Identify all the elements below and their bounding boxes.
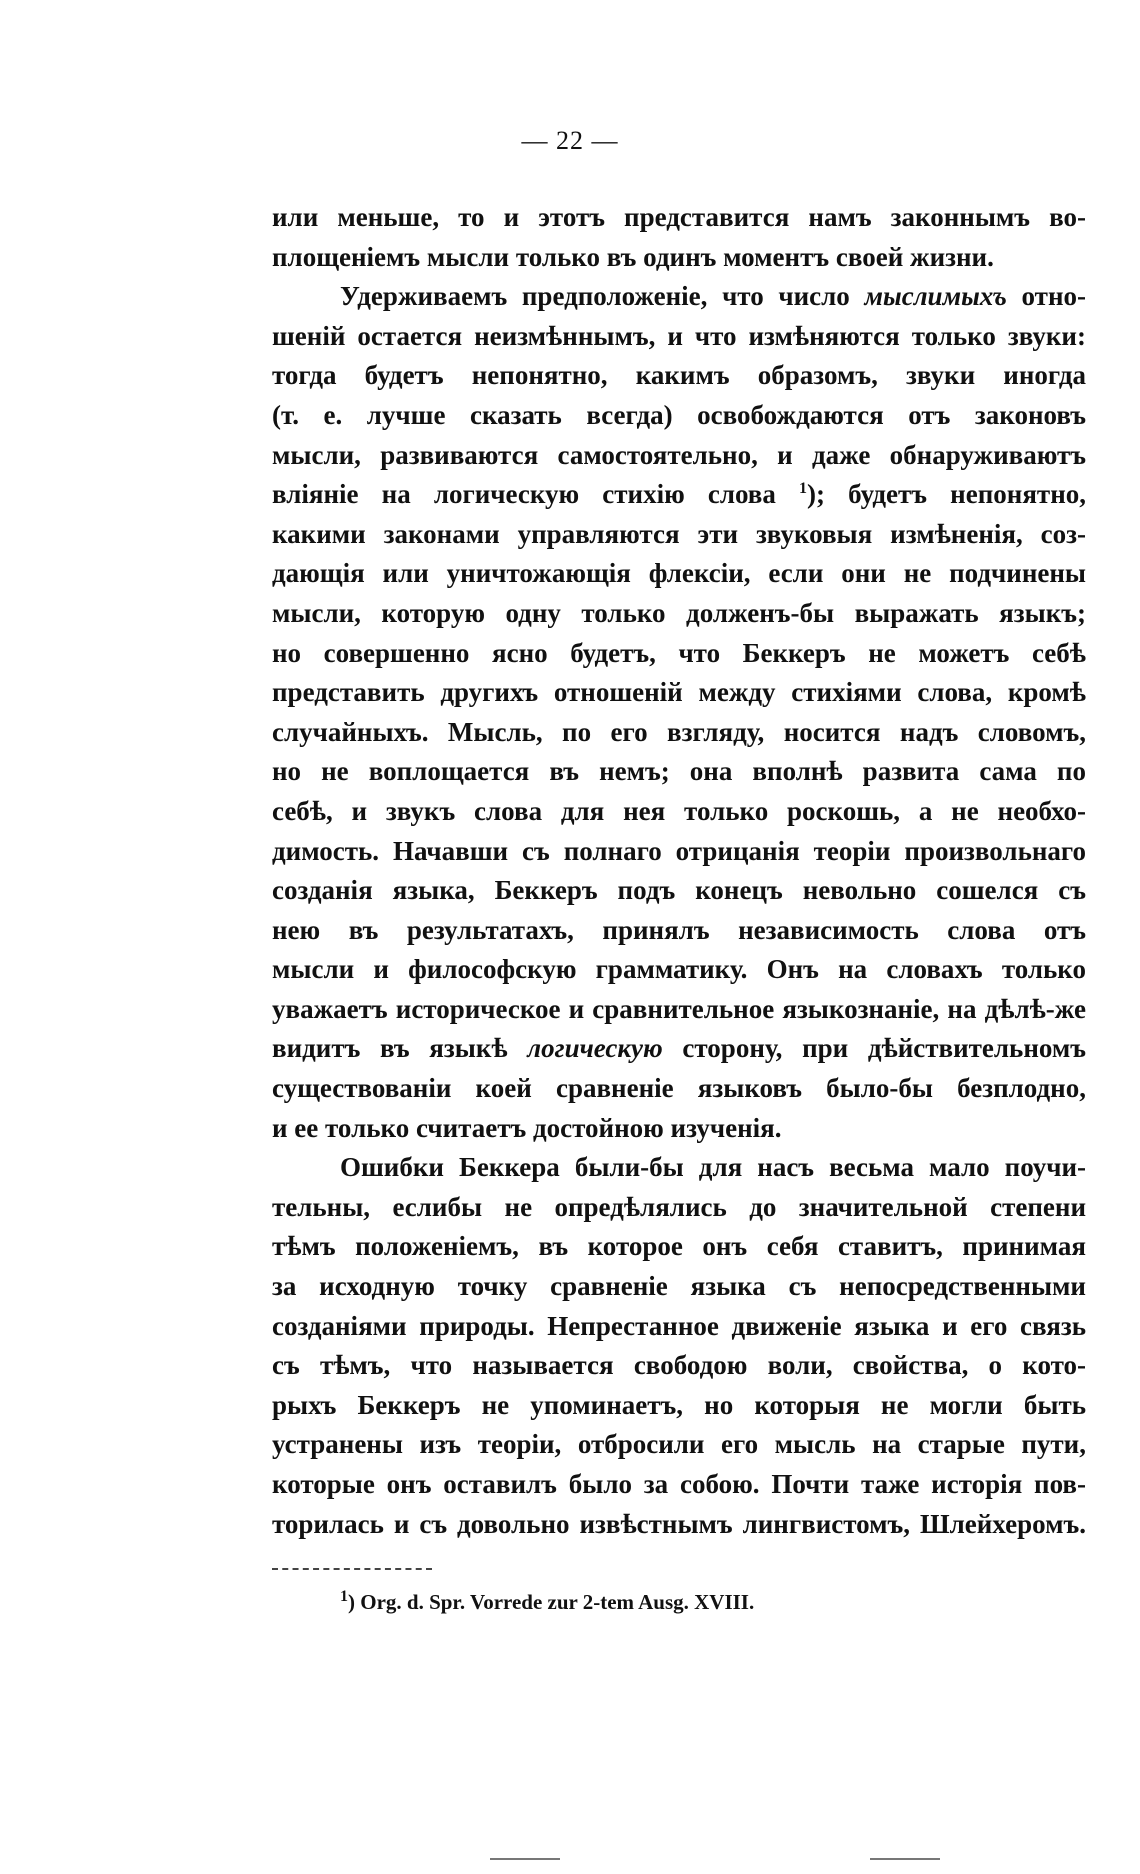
text-line: или меньше, то и этотъ представится намъ законнымъ во- [272,202,1086,232]
footnote [340,1590,754,1615]
text-line: Ошибки Беккера были-бы для насъ весьма мало поучи- [340,1152,1086,1183]
text-line: дающія или уничтожающія флексіи, если они не подчинены [272,558,1086,589]
text-line: созданія языка, Беккеръ подъ конецъ невольно сошелся съ [272,875,1086,906]
text-line: но совершенно ясно будетъ, что Беккеръ не можетъ себѣ [272,637,1086,668]
page-number: — 22 — [521,126,619,155]
text-line: уважаетъ историческое и сравнительное языкознаніе, на дѣлѣ-же [272,993,1086,1024]
text-line: мысли и философскую грамматику. Онъ на словахъ только [272,954,1086,985]
text-line: димость. Начавши съ полнаго отрицанія теоріи произвольнаго [272,835,1086,866]
footnote-text: ) Org. d. Spr. Vorrede zur 2-tem Ausg. XVIII. [348,1590,755,1614]
text-line: и ее только считаетъ достойною изученія. [272,1112,782,1143]
text-line: тѣмъ положеніемъ, въ которое онъ себя ставитъ, принимая [272,1231,1086,1262]
text-line: существованіи коей сравненіе языковъ было-бы безплодно, [272,1073,1086,1104]
text-line: случайныхъ. Мысль, по его взгляду, носится надъ словомъ, [272,716,1086,747]
text-span: ); будетъ непонятно, [807,479,1087,510]
bottom-rule [490,1858,560,1860]
text-line: рыхъ Беккеръ не упоминаетъ, но которыя не могли быть [272,1389,1086,1420]
text-span: видитъ въ языкѣ [272,1033,528,1064]
text-line [272,1029,1086,1069]
bottom-rule [870,1858,940,1860]
text-span: Удерживаемъ предположеніе, что число [340,281,865,312]
text-line: созданіями природы. Непрестанное движеніе языка и его связь [272,1310,1086,1341]
text-line: представить другихъ отношеній между стихіями слова, кромѣ [272,677,1086,708]
text-line: тельны, еслибы не опредѣлялись до значительной степени [272,1191,1086,1222]
text-line: съ тѣмъ, что называется свободою воли, свойства, о кото- [272,1350,1086,1381]
text-line: себѣ, и звукъ слова для нея только роскошь, а не необхо- [272,795,1086,826]
text-line: нею въ результатахъ, принялъ независимость слова отъ [272,914,1086,945]
text-line [272,475,1086,515]
text-span: сторону, при дѣйствительномъ [662,1033,1086,1064]
text-line: мысли, развиваются самостоятельно, и даже обнаруживаютъ [272,439,1086,470]
text-span: отно- [1006,281,1086,312]
text-line: устранены изъ теоріи, отбросили его мысль на старые пути, [272,1429,1086,1460]
italic-term: логическую [527,1033,663,1064]
text-line: какими законами управляются эти звуковыя измѣненія, соз- [272,518,1086,549]
footnote-reference: 1 [799,480,808,498]
text-line: площеніемъ мысли только въ одинъ моментъ своей жизни. [272,241,994,272]
text-span: вліяніе на логическую стихію слова [272,479,800,510]
text-line: но не воплощается въ немъ; она вполнѣ развита сама по [272,756,1086,787]
footnote-separator [272,1568,432,1570]
text-line: тогда будетъ непонятно, какимъ образомъ, звуки иногда [272,360,1086,391]
text-line [272,277,1086,317]
text-line: за исходную точку сравненіе языка съ непосредственными [272,1271,1086,1302]
italic-term: мыслимыхъ [864,281,1007,312]
text-line: мысли, которую одну только долженъ-бы выражать языкъ; [272,597,1086,628]
text-line: (т. е. лучше сказать всегда) освобождаются отъ законовъ [272,399,1086,430]
text-line: шеній остается неизмѣннымъ, и что измѣняются только звуки: [272,320,1086,351]
main-text [272,198,1086,1544]
footnote-marker: 1 [340,1588,348,1605]
text-line: которые онъ оставилъ было за собою. Почти таже исторія пов- [272,1469,1086,1499]
text-line: торилась и съ довольно извѣстнымъ лингвистомъ, Шлейхеромъ. [272,1508,1086,1539]
